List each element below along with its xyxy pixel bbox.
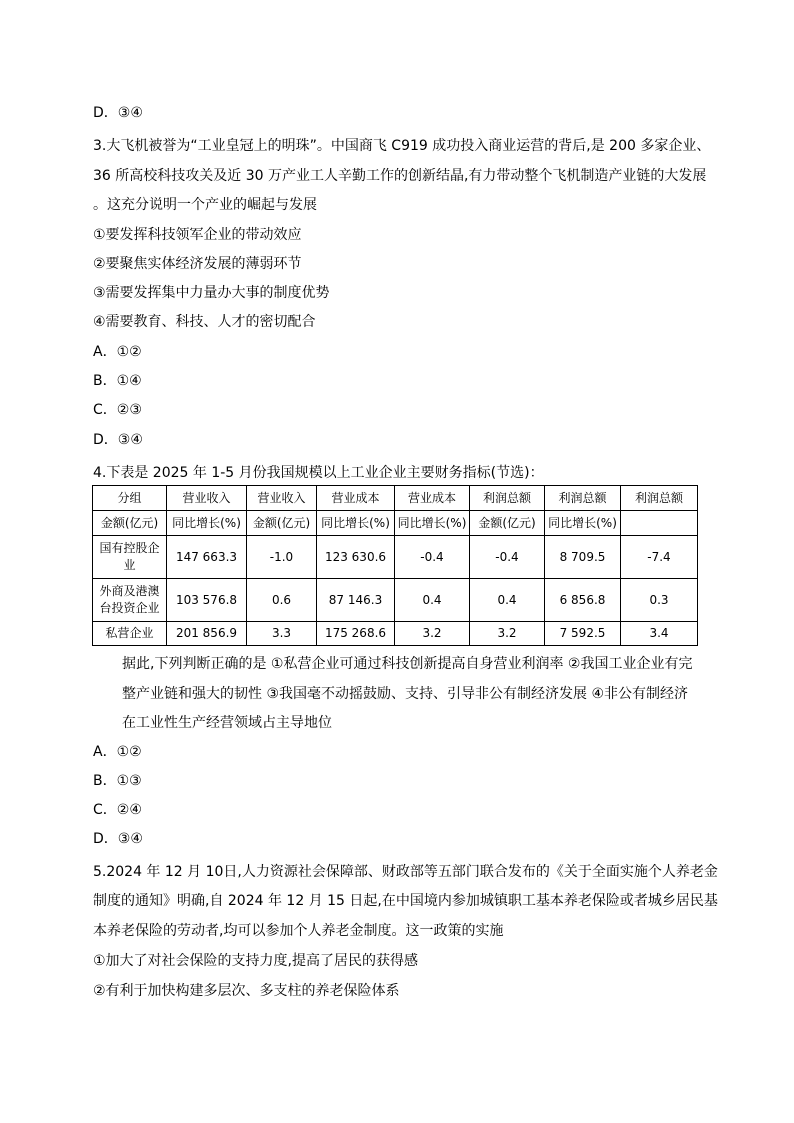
table-cell: 3.2 — [470, 622, 545, 646]
q3-statement-3: ③需要发挥集中力量办大事的制度优势 — [93, 285, 330, 301]
table-row-label: 外商及港澳台投资企业 — [93, 579, 167, 622]
table-header-cell: 金额(亿元) — [247, 511, 317, 536]
table-cell: 6 856.8 — [545, 579, 621, 622]
table-row — [93, 579, 698, 622]
q3-option-d: D．③④ — [93, 432, 143, 448]
q4-judgement-line-1: 据此,下列判断正确的是 ①私营企业可通过科技创新提高自身营业利润率 ②我国工业企业有完 — [122, 656, 693, 672]
table-header-cell: 同比增长(%) — [545, 511, 621, 536]
q3-statement-2: ②要聚焦实体经济发展的薄弱环节 — [93, 256, 302, 272]
table-cell: 8 709.5 — [545, 536, 621, 579]
table-header-cell: 同比增长(%) — [395, 511, 470, 536]
table-cell: 201 856.9 — [167, 622, 247, 646]
q3-option-b: B．①④ — [93, 373, 142, 389]
q3-option-c: C．②③ — [93, 402, 142, 418]
table-header-row-2 — [93, 511, 698, 536]
table-cell: 103 576.8 — [167, 579, 247, 622]
table-cell: 3.3 — [247, 622, 317, 646]
table-cell: 123 630.6 — [317, 536, 395, 579]
q4-judgement-line-2: 整产业链和强大的韧性 ③我国毫不动摇鼓励、支持、引导非公有制经济发展 ④非公有制经济 — [122, 686, 688, 702]
table-cell: 0.4 — [470, 579, 545, 622]
table-header-row-1 — [93, 486, 698, 511]
table-cell: 3.4 — [621, 622, 698, 646]
table-cell: 3.2 — [395, 622, 470, 646]
table-cell: -7.4 — [621, 536, 698, 579]
q4-option-c: C．②④ — [93, 802, 142, 818]
table-cell: 0.4 — [395, 579, 470, 622]
table-cell: -0.4 — [395, 536, 470, 579]
q4-stem: 4.下表是 2025 年 1-5 月份我国规模以上工业企业主要财务指标(节选)： — [93, 465, 544, 481]
table-row — [93, 536, 698, 579]
q3-option-a: A．①② — [93, 344, 142, 360]
table-cell: -0.4 — [470, 536, 545, 579]
table-header-cell: 营业收入 — [167, 486, 247, 511]
financial-indicators-table — [92, 485, 698, 646]
q5-statement-1: ①加大了对社会保险的支持力度,提高了居民的获得感 — [93, 953, 418, 969]
table-header-cell: 分组 — [93, 486, 167, 511]
table-header-cell: 金额(亿元) — [470, 511, 545, 536]
table-row — [93, 622, 698, 646]
q3-stem-line-2: 36 所高校科技攻关及近 30 万产业工人辛勤工作的创新结晶,有力带动整个飞机制造产业链的大发展 — [93, 168, 707, 184]
q5-stem-line-1: 5.2024 年 12 月 10日,人力资源社会保障部、财政部等五部门联合发布的《关于全面实施个人养老金 — [93, 864, 718, 880]
q4-judgement-line-3: 在工业性生产经营领域占主导地位 — [122, 715, 332, 731]
table-header-cell: 营业成本 — [317, 486, 395, 511]
q4-option-b: B．①③ — [93, 773, 142, 789]
table-cell: -1.0 — [247, 536, 317, 579]
table-header-cell: 营业收入 — [247, 486, 317, 511]
q3-stem-line-1: 3.大飞机被誉为“工业皇冠上的明珠”。中国商飞 C919 成功投入商业运营的背后,是 200 多家企业、 — [93, 138, 711, 154]
table-cell: 7 592.5 — [545, 622, 621, 646]
table-cell: 147 663.3 — [167, 536, 247, 579]
table-cell: 0.6 — [247, 579, 317, 622]
q5-statement-2: ②有利于加快构建多层次、多支柱的养老保险体系 — [93, 983, 400, 999]
table-header-cell: 金额(亿元) — [93, 511, 167, 536]
table-cell: 175 268.6 — [317, 622, 395, 646]
table-header-cell: 利润总额 — [545, 486, 621, 511]
table-header-cell: 同比增长(%) — [167, 511, 247, 536]
q2-option-d: D．③④ — [93, 105, 143, 121]
table-header-cell: 同比增长(%) — [317, 511, 395, 536]
table-cell: 0.3 — [621, 579, 698, 622]
table-header-cell: 利润总额 — [621, 486, 698, 511]
table-row-label: 私营企业 — [93, 622, 167, 646]
q5-stem-line-2: 制度的通知》明确,自 2024 年 12 月 15 日起,在中国境内参加城镇职工基本养老保险或者城乡居民基 — [93, 893, 718, 909]
q3-stem-line-3: 。这充分说明一个产业的崛起与发展 — [93, 197, 317, 213]
q3-statement-4: ④需要教育、科技、人才的密切配合 — [93, 314, 316, 330]
table-header-cell: 营业成本 — [395, 486, 470, 511]
q3-statement-1: ①要发挥科技领军企业的带动效应 — [93, 227, 302, 243]
q4-option-a: A．①② — [93, 744, 142, 760]
table-row-label: 国有控股企业 — [93, 536, 167, 579]
q5-stem-line-3: 本养老保险的劳动者,均可以参加个人养老金制度。这一政策的实施 — [93, 923, 504, 939]
table-header-cell: 利润总额 — [470, 486, 545, 511]
q4-option-d: D．③④ — [93, 831, 143, 847]
table-cell: 87 146.3 — [317, 579, 395, 622]
table-header-cell — [621, 511, 698, 536]
